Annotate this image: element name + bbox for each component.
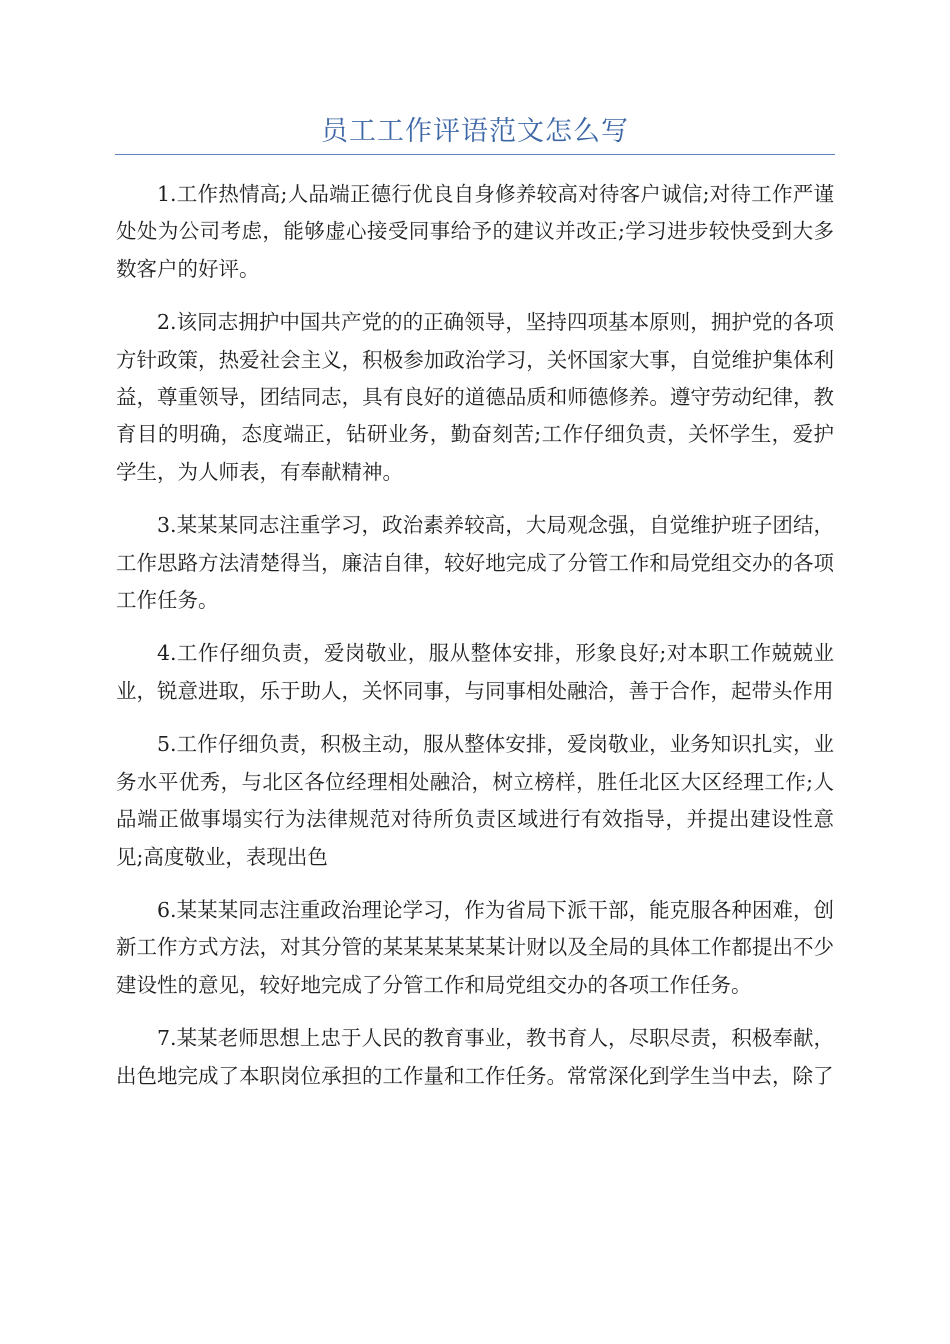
paragraph-1: 1.工作热情高;人品端正德行优良自身修养较高对待客户诚信;对待工作严谨处处为公司考虑，能够虚心接受同事给予的建议并改正;学习进步较快受到大多数客户的好评。: [116, 182, 834, 281]
paragraph-4: 4.工作仔细负责，爱岗敬业，服从整体安排，形象良好;对本职工作兢兢业业，锐意进取，乐于助人，关怀同事，与同事相处融洽，善于合作，起带头作用: [116, 641, 834, 703]
paragraph-3: 3.某某某同志注重学习，政治素养较高，大局观念强，自觉维护班子团结，工作思路方法清楚得当，廉洁自律，较好地完成了分管工作和局党组交办的各项工作任务。: [116, 513, 834, 613]
document-body: [116, 176, 834, 1111]
paragraph-5: 5.工作仔细负责，积极主动，服从整体安排，爱岗敬业，业务知识扎实，业务水平优秀，与北区各位经理相处融洽，树立榜样，胜任北区大区经理工作;人品端正做事塌实行为法律规范对待所负责区域进行有效指导，并提出建设性意见;高度敬业，表现出色: [116, 732, 834, 869]
document-title: 员工工作评语范文怎么写: [321, 116, 629, 147]
paragraph-2: 2.该同志拥护中国共产党的的正确领导，坚持四项基本原则，拥护党的各项方针政策，热爱社会主义，积极参加政治学习，关怀国家大事，自觉维护集体利益，尊重领导，团结同志，具有良好的道德品质和师德修养。遵守劳动纪律，教育目的明确，态度端正，钻研业务，勤奋刻苦;工作仔细负责，关怀学生，爱护学生，为人师表，有奉献精神。: [116, 310, 834, 484]
title-underline: [115, 154, 835, 155]
paragraph-6: 6.某某某同志注重政治理论学习，作为省局下派干部，能克服各种困难，创新工作方式方法，对其分管的某某某某某某计财以及全局的具体工作都提出不少建设性的意见，较好地完成了分管工作和局党组交办的各项工作任务。: [116, 897, 834, 997]
paragraph-7: 7.某某老师思想上忠于人民的教育事业，教书育人，尽职尽责，积极奉献，出色地完成了本职岗位承担的工作量和工作任务。常常深化到学生当中去，除了: [116, 1026, 834, 1088]
